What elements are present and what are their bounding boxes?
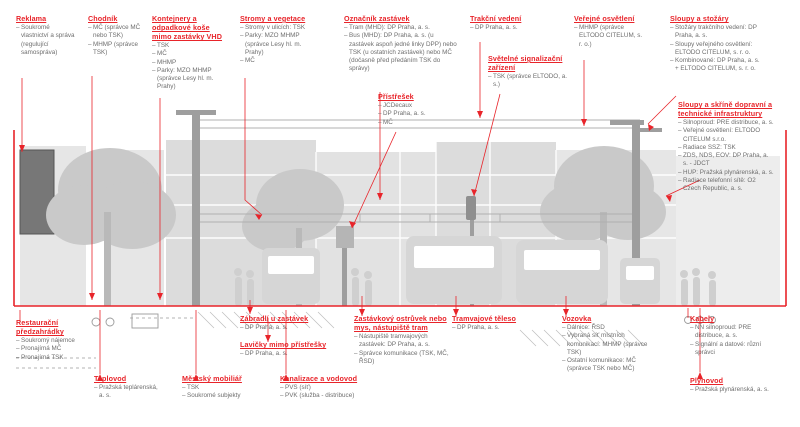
list-item: – HUP: Pražská plynárenská, a. s. [678,169,774,177]
list-item: – Stromy v ulicích: TSK [240,24,314,32]
callout-items [470,24,538,32]
list-item: – Kombinované: DP Praha, a. s. + ELTODO CITELUM, s. r. o. [670,57,764,74]
list-item: – Nástupiště tramvajových zastávek: DP Praha, a. s. [354,333,450,350]
callout-zastavkovy-ostruvek[interactable] [354,314,450,372]
callout-kanalizace-vodovod[interactable] [280,374,376,407]
list-item: – Stožáry trakčního vedení: DP Praha, a. s. [670,24,764,41]
list-item: – Soukromé subjekty [182,392,264,400]
callout-items [152,42,226,92]
list-item: – Parky: MZO MHMP (správce Lesy hl. m. Prahy) [240,32,314,57]
callout-zabradli[interactable] [240,314,322,339]
callout-title: Veřejné osvětlení [574,14,635,23]
list-item: – Tram (MHD): DP Praha, a. s. [344,24,458,32]
callout-title: Teplovod [94,374,127,383]
callout-title: Restaurační předzahrádky [16,318,64,336]
list-item: – Pražská teplárenská, a. s. [94,384,162,401]
list-item: – MHMP (správce TSK) [88,41,146,58]
list-item: – TSK [152,42,226,50]
callout-title: Sloupy a stožáry [670,14,729,23]
callout-svetelne-signalizacni[interactable] [488,54,572,96]
callout-title: Chodník [88,14,118,23]
callout-oznacnik[interactable] [344,14,458,80]
callout-sloupy-skrine[interactable] [678,100,774,200]
callout-items [240,24,314,65]
callout-title: Označník zastávek [344,14,410,23]
callout-items [240,324,322,332]
callout-teplovod[interactable] [94,374,162,407]
callout-items [16,24,78,57]
callout-items [488,73,572,90]
list-item: – PVK (služba - distribuce) [280,392,376,400]
list-item: – Vybraná síť místních komunikací: MHMP (správce TSK) [562,332,650,357]
list-item: – Pražská plynárenská, a. s. [690,386,776,394]
list-item: – Silnoproud: PRE distribuce, a. s. [678,119,774,127]
callout-items [354,333,450,366]
callout-stromy[interactable] [240,14,314,72]
callout-items [16,337,88,362]
list-item: – Veřejné osvětlení: ELTODO CITELUM s.r.o. [678,127,774,144]
callout-kontejnery[interactable] [152,14,226,98]
callout-items [562,324,650,374]
list-item: – TSK (správce ELTODO, a. s.) [488,73,572,90]
callout-tramvajove-teleso[interactable] [452,314,538,339]
callout-items [690,324,776,357]
list-item: – Soukromé vlastnictví a správa (regulující samospráva) [16,24,78,57]
callout-items [280,384,376,401]
list-item: – Správce komunikace (TSK, MČ, ŘSD) [354,350,450,367]
callout-title: Městský mobiliář [182,374,242,383]
list-item: – Bus (MHD): DP Praha, a. s. (u zastávek aspoň jedné linky DPP) nebo TSK (u ostatních zastávek) nebo MČ (dočasně před předáním TSK do správy) [344,32,458,73]
callout-title: Stromy a vegetace [240,14,306,23]
callout-items [88,24,146,57]
list-item: – Ostatní komunikace: MČ (správce TSK nebo MČ) [562,357,650,374]
callout-title: Zábradlí u zastávek [240,314,309,323]
callout-mestsky-mobiliar[interactable] [182,374,264,407]
callout-title: Zastávkový ostrůvek nebo mys, nástupiště tram [354,314,447,332]
list-item: – MČ [240,57,314,65]
callout-lavicky[interactable] [240,340,330,365]
list-item: – Pronajímá TSK [16,354,88,362]
list-item: – DP Praha, a. s. [240,324,322,332]
list-item: – Radiace SSZ: TSK [678,144,774,152]
list-item: – PVS (síť) [280,384,376,392]
callout-pristresek[interactable] [378,92,450,133]
callout-reklama[interactable] [16,14,78,63]
callout-chodnik[interactable] [88,14,146,63]
list-item: – MHMP [152,59,226,67]
list-item: – MHMP (správce ELTODO CITELUM, s. r. o.) [574,24,646,49]
list-item: – DP Praha, a. s. [240,350,330,358]
callout-vozovka[interactable] [562,314,650,380]
list-item: – Parky: MZO MHMP (správce Lesy hl. m. Prahy) [152,67,226,92]
list-item: – ZDS, NDS, EOV: DP Praha, a. s. - JDCT [678,152,774,169]
list-item: – TSK [182,384,264,392]
callout-title: Kanalizace a vodovod [280,374,358,383]
callout-items [344,24,458,74]
list-item: – DP Praha, a. s. [470,24,538,32]
callout-sloupy-stozary[interactable] [670,14,764,80]
callout-items [378,102,450,127]
list-item: – NN silnoproud: PRE distribuce, a. s. [690,324,776,341]
list-item: – Radiace telefonní sítě: O2 Czech Republic, a. s. [678,177,774,194]
list-item: – DP Praha, a. s. [378,110,450,118]
list-item: – Signální a datové: různí správci [690,341,776,358]
callout-title: Vozovka [562,314,592,323]
callout-title: Lavičky mimo přístřešky [240,340,327,349]
callout-title: Přístřešek [378,92,414,101]
callout-restauracni-predzahradky[interactable] [16,318,88,368]
callout-title: Kontejnery a odpadkové koše mimo zastávky VHD [152,14,223,41]
callout-items [240,350,330,358]
list-item: – Dálnice: ŘSD [562,324,650,332]
list-item: – Soukromý nájemce [16,337,88,345]
callout-title: Plynovod [690,376,724,385]
callout-items [182,384,264,401]
callout-title: Kabely [690,314,715,323]
list-item: – Sloupy veřejného osvětlení: ELTODO CITELUM, s. r. o. [670,41,764,58]
callout-verejne-osvetleni[interactable] [574,14,646,55]
callout-items [678,119,774,194]
callout-items [452,324,538,332]
callout-title: Trakční vedení [470,14,522,23]
callout-title: Reklama [16,14,47,23]
callout-items [670,24,764,74]
list-item: – JCDecaux [378,102,450,110]
callout-plynovod[interactable] [690,376,776,401]
callout-items [690,386,776,394]
callout-trakcni-vedeni[interactable] [470,14,538,39]
list-item: – DP Praha, a. s. [452,324,538,332]
list-item: – MČ [152,50,226,58]
callout-items [574,24,646,49]
list-item: – Pronajímá MČ [16,345,88,353]
callout-title: Světelné signalizační zařízení [488,54,563,72]
callout-title: Sloupy a skříně dopravní a technické infrastruktury [678,100,773,118]
callout-kabely[interactable] [690,314,776,363]
callout-title: Tramvajové těleso [452,314,517,323]
list-item: – MČ (správce MČ nebo TSK) [88,24,146,41]
callout-items [94,384,162,401]
list-item: – MČ [378,119,450,127]
